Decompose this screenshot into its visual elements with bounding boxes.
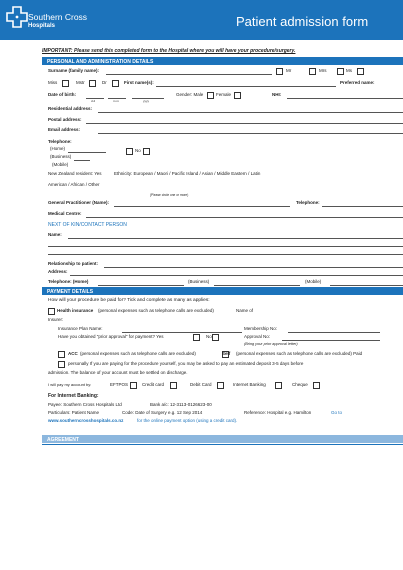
membership-field[interactable] bbox=[288, 332, 380, 333]
tel-mobile-label: (Mobile) bbox=[52, 162, 69, 167]
important-note: IMPORTANT: Please send this completed form to the Hospital where you will have your procedure/surgery. bbox=[42, 48, 296, 54]
residential-address-label: Residential address: bbox=[48, 106, 93, 111]
goto-text: Go to bbox=[331, 410, 343, 415]
prior-approval-yes-checkbox[interactable] bbox=[193, 334, 200, 341]
title-mstr-checkbox[interactable] bbox=[89, 80, 96, 87]
acc-label: ACC bbox=[68, 351, 78, 356]
self-note: (personal expenses such as telephone calls are excluded) Paid bbox=[236, 351, 363, 356]
payee-text: Payee: Southern Cross Hospitals Ltd bbox=[48, 402, 122, 407]
female-label: Female bbox=[216, 92, 232, 97]
insurer-label: Insurer: bbox=[48, 317, 64, 322]
cheque-label: Cheque bbox=[292, 382, 308, 387]
kin-telephone-home-field[interactable] bbox=[98, 285, 184, 286]
kin-address-label: Address: bbox=[48, 269, 68, 274]
kin-relationship-field[interactable] bbox=[104, 267, 403, 268]
title-miss-label: Miss bbox=[48, 80, 58, 85]
section-agreement-heading: AGREEMENT bbox=[42, 435, 403, 443]
email-address-field[interactable] bbox=[98, 133, 403, 134]
title-mr-checkbox[interactable] bbox=[276, 68, 283, 75]
dob-day-hint: d d bbox=[91, 99, 96, 103]
postal-address-label: Postal address: bbox=[48, 117, 82, 122]
kin-telephone-home-label: Telephone: (Home) bbox=[48, 279, 89, 284]
gp-name-field[interactable] bbox=[114, 206, 290, 207]
email-address-label: Email address: bbox=[48, 127, 81, 132]
gp-telephone-label: Telephone: bbox=[296, 200, 320, 205]
bank-account-text: Bank a/c: 12-3113-0126623-00 bbox=[150, 402, 212, 407]
self-label: Self bbox=[222, 351, 231, 356]
gp-telephone-field[interactable] bbox=[322, 206, 403, 207]
name-of-label: Name of bbox=[236, 308, 254, 313]
kin-business-label: (Business) bbox=[188, 279, 210, 284]
cheque-checkbox[interactable] bbox=[313, 382, 320, 389]
approval-no-label: Approval No: bbox=[244, 334, 271, 339]
title-ms-checkbox[interactable] bbox=[337, 68, 344, 75]
membership-label: Membership No: bbox=[244, 326, 278, 331]
southern-cross-logo-icon bbox=[6, 6, 28, 28]
personally-checkbox[interactable] bbox=[58, 361, 65, 368]
how-pay-text: How will your procedure be paid for? Tick and complete as many as applies: bbox=[48, 298, 210, 303]
kin-mobile-label: (Mobile) bbox=[305, 279, 322, 284]
online-payment-text: for the online payment option (using a credit card). bbox=[137, 418, 238, 423]
brand-name: Southern Cross bbox=[28, 12, 88, 22]
title-mrs-label: Mrs bbox=[319, 68, 327, 73]
internet-banking-checkbox[interactable] bbox=[275, 382, 282, 389]
reference-text: Reference: Hospital e.g. Hamilton bbox=[244, 410, 312, 415]
nz-resident-label: New Zealand resident: Yes bbox=[48, 171, 102, 176]
nhi-field[interactable] bbox=[287, 98, 403, 99]
balance-text: admission. The balance of your account must be settled on discharge. bbox=[48, 370, 188, 375]
dob-day-field[interactable] bbox=[86, 98, 104, 99]
ethnicity-label: Ethnicity: European / Maori / Pacific Island / Asian / Middle Eastern / Latin bbox=[114, 171, 261, 176]
surname-label: Surname (family name): bbox=[48, 68, 100, 73]
kin-business-field[interactable] bbox=[214, 285, 300, 286]
health-insurance-note: (personal expenses such as telephone calls are excluded) bbox=[98, 308, 214, 313]
acc-checkbox[interactable] bbox=[58, 351, 65, 358]
dob-month-hint: m m bbox=[113, 99, 119, 103]
debit-card-checkbox[interactable] bbox=[217, 382, 224, 389]
yes-checkbox[interactable] bbox=[126, 148, 133, 155]
medical-centre-field[interactable] bbox=[86, 217, 403, 218]
header-banner bbox=[0, 0, 403, 40]
title-other-checkbox[interactable] bbox=[357, 68, 364, 75]
first-names-field[interactable] bbox=[156, 86, 336, 87]
first-names-label: First name(s): bbox=[124, 80, 154, 85]
health-insurance-label: Health insurance bbox=[57, 308, 94, 313]
acc-note: (personal expenses such as telephone calls are excluded) bbox=[80, 351, 196, 356]
next-of-kin-heading: NEXT OF KIN/CONTACT PERSON bbox=[48, 222, 127, 228]
page-title: Patient admission form bbox=[236, 14, 369, 29]
kin-name-label: Name: bbox=[48, 232, 62, 237]
website-link[interactable]: www.southerncrosshospitals.co.nz bbox=[48, 418, 124, 423]
prior-approval-no-label: No bbox=[206, 334, 212, 339]
internet-banking-heading: For Internet Banking: bbox=[48, 393, 99, 399]
personally-text: personally If you are paying for the procedure yourself, you may be asked to pay an estimated deposit 3-5 days before bbox=[68, 361, 304, 366]
title-mr-label: Mr bbox=[286, 68, 292, 73]
gender-label: Gender: Male bbox=[176, 92, 204, 97]
title-ms-label: Ms bbox=[346, 68, 352, 73]
tel-home-label: (Home) bbox=[50, 146, 66, 151]
gender-female-checkbox[interactable] bbox=[234, 92, 241, 99]
plan-name-label: Insurance Plan Name: bbox=[58, 326, 103, 331]
preferred-name-label: Preferred name: bbox=[340, 80, 375, 85]
title-mrs-checkbox[interactable] bbox=[309, 68, 316, 75]
dob-year-hint: yyyy bbox=[143, 99, 149, 103]
tel-business-label: (Business) bbox=[50, 154, 72, 159]
eftpos-checkbox[interactable] bbox=[130, 382, 137, 389]
agreement-divider bbox=[42, 444, 403, 445]
pay-by-label: I will pay my account by: bbox=[48, 382, 92, 387]
no-checkbox[interactable] bbox=[143, 148, 150, 155]
dob-label: Date of birth: bbox=[48, 92, 76, 97]
section-payment-heading: PAYMENT DETAILS bbox=[42, 287, 403, 295]
title-mstr-label: Mstr bbox=[76, 80, 85, 85]
postal-address-field[interactable] bbox=[86, 123, 403, 124]
kin-name-field[interactable] bbox=[68, 238, 403, 239]
internet-banking-label: Internet Banking bbox=[233, 382, 266, 387]
tel-home-field[interactable] bbox=[68, 152, 106, 153]
section-personal-heading: PERSONAL AND ADMINISTRATION DETAILS bbox=[42, 57, 403, 65]
debit-card-label: Debit Card bbox=[190, 382, 212, 387]
title-miss-checkbox[interactable] bbox=[62, 80, 69, 87]
title-dr-checkbox[interactable] bbox=[112, 80, 119, 87]
medical-centre-label: Medical Centre: bbox=[48, 211, 82, 216]
surname-field[interactable] bbox=[106, 74, 272, 75]
no-label: No bbox=[135, 148, 141, 153]
kin-name-field-2[interactable] bbox=[48, 246, 403, 247]
approval-no-field[interactable] bbox=[282, 340, 380, 341]
telephone-label: Telephone: bbox=[48, 139, 72, 144]
title-dr-label: Dr bbox=[102, 80, 107, 85]
prior-approval-no-checkbox[interactable] bbox=[212, 334, 219, 341]
code-text: Code: Date of Surgery e.g. 12 Sep 2014 bbox=[122, 410, 203, 415]
particulars-text: Particulars: Patient Name bbox=[48, 410, 100, 415]
gender-male-checkbox[interactable] bbox=[207, 92, 214, 99]
kin-relationship-label: Relationship to patient: bbox=[48, 261, 98, 266]
plan-name-field[interactable] bbox=[122, 332, 242, 333]
credit-card-checkbox[interactable] bbox=[170, 382, 177, 389]
kin-name-field-3[interactable] bbox=[48, 254, 403, 255]
bring-approval-note: (Bring your prior approval letter) bbox=[244, 342, 298, 346]
gp-name-label: General Practitioner (Name): bbox=[48, 200, 110, 205]
ethnicity-label-2: American / African / Other bbox=[48, 182, 100, 187]
health-insurance-checkbox[interactable] bbox=[48, 308, 55, 315]
credit-card-label: Credit card bbox=[142, 382, 165, 387]
brand-subname: Hospitals bbox=[28, 23, 56, 29]
kin-mobile-field[interactable] bbox=[330, 285, 403, 286]
tel-business-field[interactable] bbox=[74, 160, 90, 161]
eftpos-label: EFTPOS bbox=[110, 382, 129, 387]
prior-approval-label: Have you obtained "prior approval" for payment? Yes bbox=[58, 334, 164, 339]
nhi-label: NHI: bbox=[272, 92, 282, 97]
kin-address-field[interactable] bbox=[70, 275, 403, 276]
circle-hint: (Please circle one or more) bbox=[150, 193, 189, 197]
residential-address-field[interactable] bbox=[98, 112, 403, 113]
